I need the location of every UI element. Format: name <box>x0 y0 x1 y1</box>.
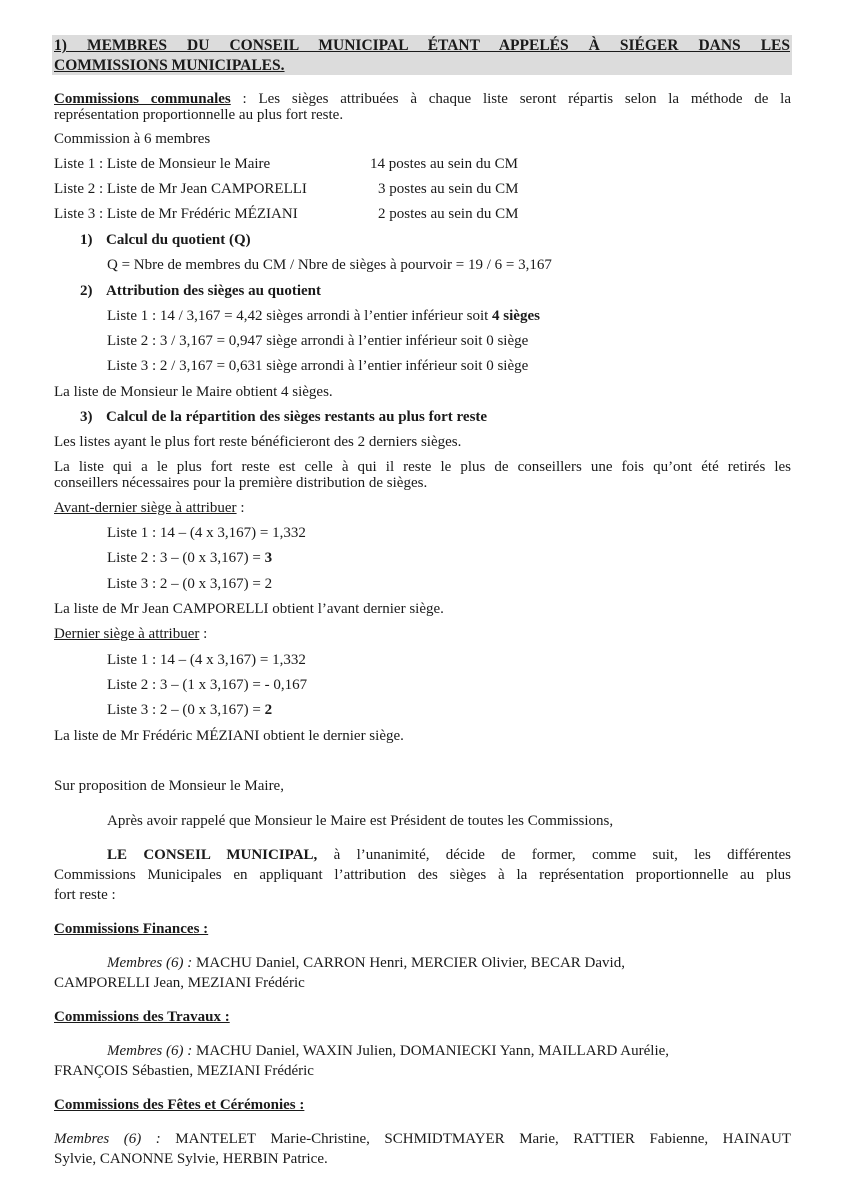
step3-heading <box>80 408 487 426</box>
communales-paragraph-line2: représentation proportionnelle au plus fort reste. <box>54 107 344 123</box>
dernier-line2: Liste 2 : 3 – (1 x 3,167) = - 0,167 <box>107 677 308 693</box>
step2-line2: Liste 2 : 3 / 3,167 = 0,947 siège arrondi à l’entier inférieur soit 0 siège <box>107 333 529 349</box>
step2-heading <box>80 282 321 300</box>
commission-finances-title: Commissions Finances : <box>54 921 209 937</box>
commission-finances-members-label: Membres (6) : <box>107 955 193 971</box>
list-1-posts: 14 postes au sein du CM <box>370 156 518 172</box>
list-3-posts: 2 postes au sein du CM <box>378 206 519 222</box>
avant-dernier-result: La liste de Mr Jean CAMPORELLI obtient l’avant dernier siège. <box>54 601 444 617</box>
list-1-name: Liste 1 : Liste de Monsieur le Maire <box>54 156 271 172</box>
dernier-line3-text: Liste 3 : 2 – (0 x 3,167) = <box>107 702 265 718</box>
commission-fetes-members-text: MANTELET Marie-Christine, SCHMIDTMAYER Marie, RATTIER Fabienne, HAINAUT <box>160 1131 791 1147</box>
avant-dernier-colon: : <box>236 500 245 516</box>
commission-travaux-members-line1 <box>107 1042 669 1060</box>
commission-travaux-members-line2: FRANÇOIS Sébastien, MEZIANI Frédéric <box>54 1063 314 1079</box>
step2-line1-text: Liste 1 : 14 / 3,167 = 4,42 sièges arrondi à l’entier inférieur soit <box>107 308 493 324</box>
council-label: LE CONSEIL MUNICIPAL, <box>107 847 318 863</box>
commission-size: Commission à 6 membres <box>54 131 211 147</box>
commission-fetes-members-line1 <box>54 1130 791 1148</box>
step2-result: La liste de Monsieur le Maire obtient 4 sièges. <box>54 384 333 400</box>
dernier-line3-bold: 2 <box>264 702 273 718</box>
dernier-label: Dernier siège à attribuer <box>54 626 200 642</box>
dernier-result: La liste de Mr Frédéric MÉZIANI obtient le dernier siège. <box>54 728 404 744</box>
section-heading-line1: 1) MEMBRES DU CONSEIL MUNICIPAL ÉTANT APPELÉS À SIÉGER DANS LES <box>54 37 790 54</box>
step2-line1 <box>107 307 540 325</box>
commission-finances-members-text: MACHU Daniel, CARRON Henri, MERCIER Olivier, BECAR David, <box>192 955 625 971</box>
avant-dernier-line3: Liste 3 : 2 – (0 x 3,167) = 2 <box>107 576 273 592</box>
decision-proposal: Sur proposition de Monsieur le Maire, <box>54 778 284 794</box>
decision-line3: fort reste : <box>54 887 116 903</box>
communales-label: Commissions communales <box>54 91 231 107</box>
avant-dernier-line2-text: Liste 2 : 3 – (0 x 3,167) = <box>107 550 265 566</box>
decision-line1 <box>107 846 791 864</box>
step2-line1-bold: 4 sièges <box>492 308 540 324</box>
decision-recall: Après avoir rappelé que Monsieur le Maire est Président de toutes les Commissions, <box>107 813 614 829</box>
step2-line3: Liste 3 : 2 / 3,167 = 0,631 siège arrondi à l’entier inférieur soit 0 siège <box>107 358 529 374</box>
list-3-name: Liste 3 : Liste de Mr Frédéric MÉZIANI <box>54 206 298 222</box>
communales-text: : Les sièges attribuées à chaque liste seront répartis selon la méthode de la <box>230 91 791 107</box>
step1-heading <box>80 231 251 249</box>
avant-dernier-line2 <box>107 549 272 567</box>
decision-line1-rest: à l’unanimité, décide de former, comme suit, les différentes <box>317 847 791 863</box>
dernier-colon: : <box>199 626 208 642</box>
dernier-line1: Liste 1 : 14 – (4 x 3,167) = 1,332 <box>107 652 306 668</box>
decision-line2: Commissions Municipales en appliquant l’attribution des sièges à la représentation proportionnelle au plus <box>54 867 791 883</box>
section-heading-line2: COMMISSIONS MUNICIPALES. <box>54 57 285 74</box>
commission-fetes-title: Commissions des Fêtes et Cérémonies : <box>54 1097 305 1113</box>
step3-explain-line2: conseillers nécessaires pour la première distribution de sièges. <box>54 475 428 491</box>
commission-travaux-title: Commissions des Travaux : <box>54 1009 230 1025</box>
step3-explain-line1: La liste qui a le plus fort reste est celle à qui il reste le plus de conseillers une fois qu’ont été retirés les <box>54 459 791 475</box>
step1-number: 1) <box>80 232 93 248</box>
commission-travaux-members-label: Membres (6) : <box>107 1043 193 1059</box>
commission-fetes-members-label: Membres (6) : <box>54 1131 161 1147</box>
commission-finances-members-line2: CAMPORELLI Jean, MEZIANI Frédéric <box>54 975 305 991</box>
step1-title: Calcul du quotient (Q) <box>106 232 251 248</box>
avant-dernier-line1: Liste 1 : 14 – (4 x 3,167) = 1,332 <box>107 525 306 541</box>
step2-number: 2) <box>80 283 93 299</box>
step2-title: Attribution des sièges au quotient <box>106 283 322 299</box>
commission-finances-members-line1 <box>107 954 625 972</box>
step3-title: Calcul de la répartition des sièges restants au plus fort reste <box>106 409 488 425</box>
quotient-formula: Q = Nbre de membres du CM / Nbre de sièges à pourvoir = 19 / 6 = 3,167 <box>107 257 552 273</box>
list-2-name: Liste 2 : Liste de Mr Jean CAMPORELLI <box>54 181 307 197</box>
dernier-heading <box>54 625 207 643</box>
commission-fetes-members-line2: Sylvie, CANONNE Sylvie, HERBIN Patrice. <box>54 1151 328 1167</box>
avant-dernier-line2-bold: 3 <box>264 550 273 566</box>
step3-intro: Les listes ayant le plus fort reste bénéficieront des 2 derniers sièges. <box>54 434 462 450</box>
commission-travaux-members-text: MACHU Daniel, WAXIN Julien, DOMANIECKI Yann, MAILLARD Aurélie, <box>192 1043 670 1059</box>
avant-dernier-heading <box>54 499 244 517</box>
dernier-line3 <box>107 701 272 719</box>
step3-number: 3) <box>80 409 93 425</box>
avant-dernier-label: Avant-dernier siège à attribuer <box>54 500 237 516</box>
list-2-posts: 3 postes au sein du CM <box>378 181 519 197</box>
